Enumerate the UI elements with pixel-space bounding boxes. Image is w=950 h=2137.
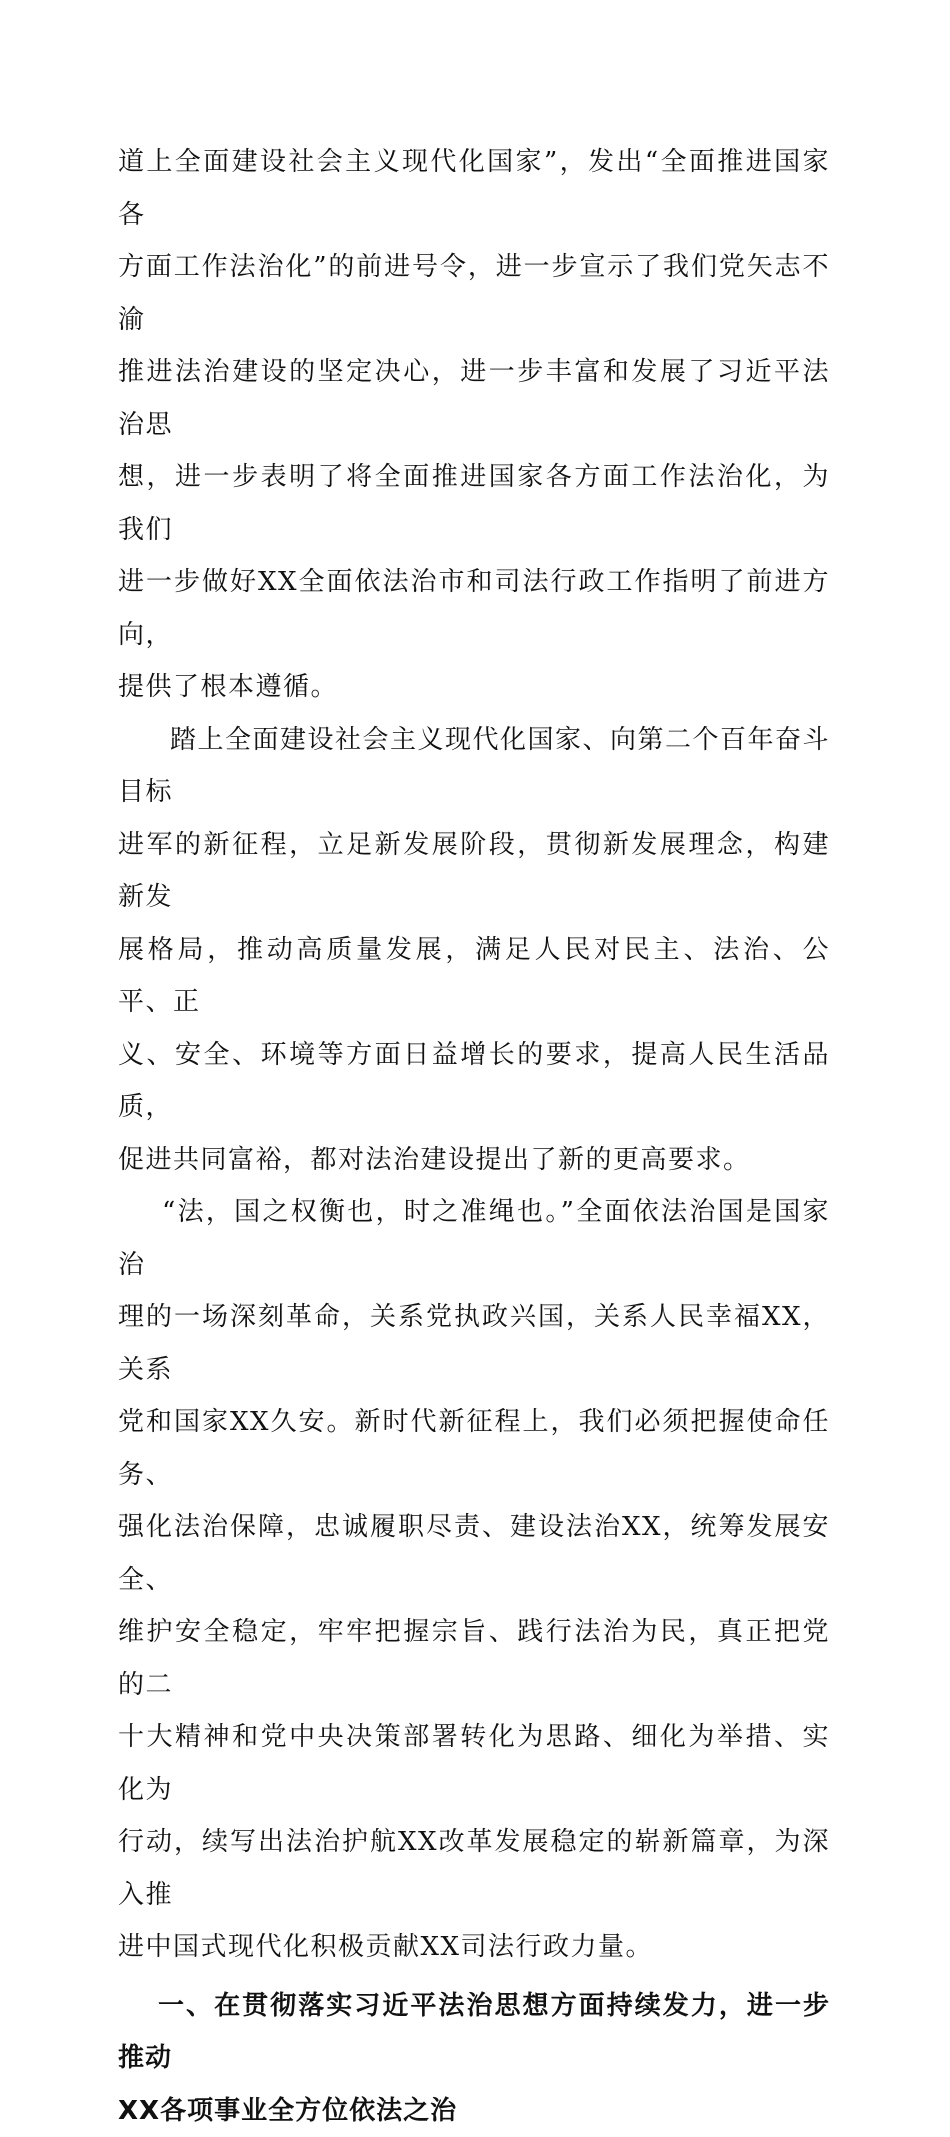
paragraph-3	[118, 1186, 830, 1974]
text-line: 推进法治建设的坚定决心，进一步丰富和发展了习近平法治思	[118, 346, 830, 451]
heading-line: 一、在贯彻落实习近平法治思想方面持续发力，进一步推动	[118, 1980, 830, 2085]
section-heading-1	[118, 1980, 830, 2137]
paragraph-2	[118, 714, 830, 1187]
heading-line: XX各项事业全方位依法之治	[118, 2085, 830, 2137]
text-line: 道上全面建设社会主义现代化国家”，发出“全面推进国家各	[118, 136, 830, 241]
text-line: 义、安全、环境等方面日益增长的要求，提高人民生活品质，	[118, 1029, 830, 1134]
text-line: 行动，续写出法治护航XX改革发展稳定的崭新篇章，为深入推	[118, 1816, 830, 1921]
document-body	[118, 136, 830, 2137]
text-line: 十大精神和党中央决策部署转化为思路、细化为举措、实化为	[118, 1711, 830, 1816]
text-line: 党和国家XX久安。新时代新征程上，我们必须把握使命任务、	[118, 1396, 830, 1501]
paragraph-1	[118, 136, 830, 714]
text-line: 进军的新征程，立足新发展阶段，贯彻新发展理念，构建新发	[118, 819, 830, 924]
text-line: 理的一场深刻革命，关系党执政兴国，关系人民幸福XX，关系	[118, 1291, 830, 1396]
text-line: 方面工作法治化”的前进号令，进一步宣示了我们党矢志不渝	[118, 241, 830, 346]
text-line: 展格局，推动高质量发展，满足人民对民主、法治、公平、正	[118, 924, 830, 1029]
text-line: 强化法治保障，忠诚履职尽责、建设法治XX，统筹发展安全、	[118, 1501, 830, 1606]
text-line: 进中国式现代化积极贡献XX司法行政力量。	[118, 1921, 830, 1974]
text-line: 促进共同富裕，都对法治建设提出了新的更高要求。	[118, 1134, 830, 1187]
text-line: 进一步做好XX全面依法治市和司法行政工作指明了前进方向，	[118, 556, 830, 661]
text-line: 提供了根本遵循。	[118, 661, 830, 714]
text-line: 想，进一步表明了将全面推进国家各方面工作法治化，为我们	[118, 451, 830, 556]
text-line: 维护安全稳定，牢牢把握宗旨、践行法治为民，真正把党的二	[118, 1606, 830, 1711]
text-line: “法，国之权衡也，时之准绳也。”全面依法治国是国家治	[118, 1186, 830, 1291]
text-line: 踏上全面建设社会主义现代化国家、向第二个百年奋斗目标	[118, 714, 830, 819]
